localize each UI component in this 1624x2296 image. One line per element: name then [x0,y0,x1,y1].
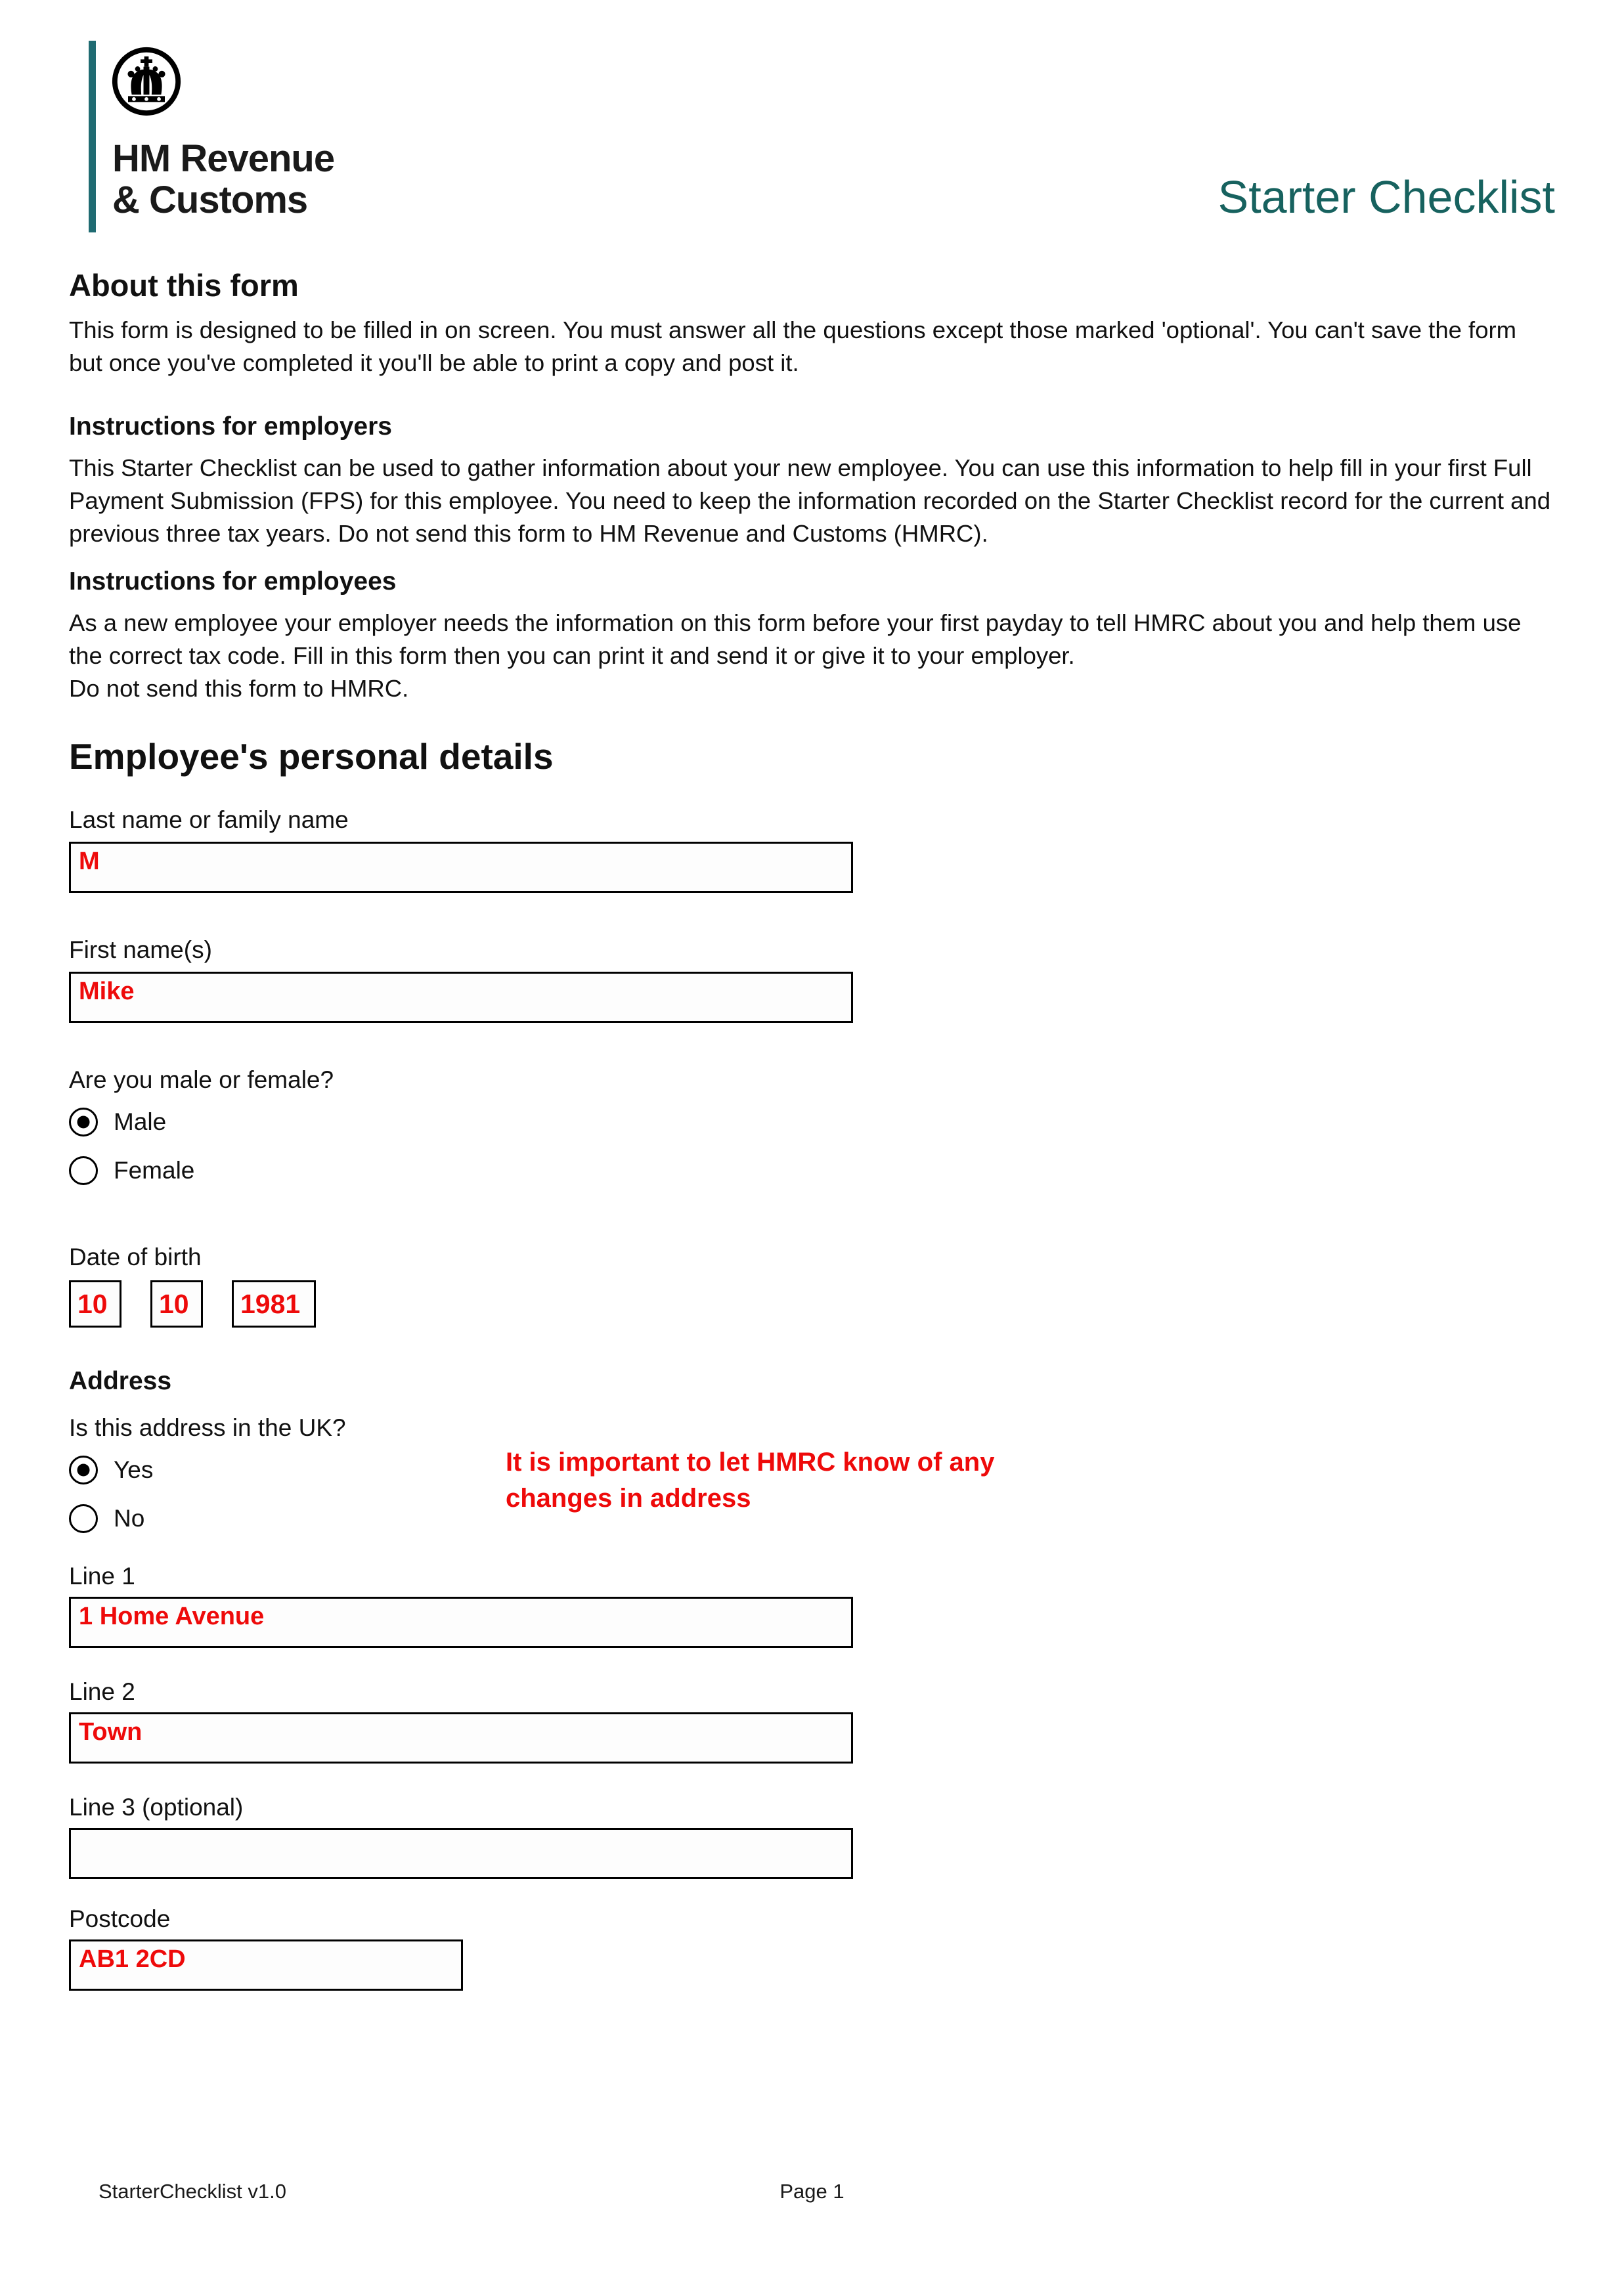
address-line3-label: Line 3 (optional) [69,1794,244,1821]
dob-inputs [69,1280,1555,1328]
male-radio-label: Male [114,1108,167,1135]
female-radio[interactable] [69,1156,98,1185]
personal-details-heading: Employee's personal details [69,736,554,777]
first-name-input[interactable] [69,972,853,1023]
address-change-note: It is important to let HMRC know of any changes in address [506,1448,995,1513]
dob-day-input[interactable]: 10 [69,1280,121,1328]
gender-option-male[interactable] [69,1107,1555,1137]
address-line1-input[interactable] [69,1597,853,1648]
address-heading: Address [69,1367,172,1395]
uk-question: Is this address in the UK? [69,1414,346,1441]
logo-line1: HM Revenue [112,137,335,180]
about-body: This form is designed to be filled in on screen. You must answer all the questions except those marked 'optional'. You can't save the form but once you've completed it you'll be able to print a copy and post it. [69,316,1517,376]
employees-body-line1: As a new employee your employer needs the information on this form before your first payday to tell HMRC about you and help them use the correct tax code. Fill in this form then you can print it and send it or give it to your employer. [69,609,1522,669]
about-heading: About this form [69,268,299,303]
employers-body: This Starter Checklist can be used to gather information about your new employee. You can use this information to help fill in your first Full Payment Submission (FPS) for this employee. You need to keep the information recorded on the Starter Checklist record for the current and previous three tax years. Do not send this form to HM Revenue and Customs (HMRC). [69,454,1551,547]
form-version: StarterChecklist v1.0 [99,2180,286,2203]
hmrc-logo-text [112,138,334,221]
address-line2-input[interactable] [69,1712,853,1764]
postcode-input[interactable] [69,1939,463,1991]
female-radio-label: Female [114,1157,195,1184]
uk-yes-radio-label: Yes [114,1456,154,1483]
uk-no-radio[interactable] [69,1504,98,1533]
male-radio[interactable] [69,1108,98,1137]
postcode-label: Postcode [69,1905,171,1932]
dob-label: Date of birth [69,1244,202,1270]
uk-no-radio-label: No [114,1505,145,1532]
uk-yes-radio[interactable] [69,1456,98,1484]
employees-body-line2: Do not send this form to HMRC. [69,675,409,702]
gender-option-female[interactable] [69,1156,1555,1186]
employers-heading: Instructions for employers [69,412,392,441]
address-line1-label: Line 1 [69,1563,135,1590]
uk-address-block [69,1414,1555,1534]
last-name-input[interactable] [69,842,853,893]
last-name-label: Last name or family name [69,806,349,833]
address-line3-input[interactable] [69,1828,853,1879]
first-name-label: First name(s) [69,936,212,963]
dob-year-input[interactable]: 1981 [232,1280,316,1328]
address-line2-label: Line 2 [69,1678,135,1705]
document-title: Starter Checklist [1218,171,1555,223]
dob-month-input[interactable]: 10 [150,1280,203,1328]
page-number: Page 1 [779,2180,845,2203]
header [69,41,1555,238]
brand-accent-bar [89,41,96,232]
employees-heading: Instructions for employees [69,567,397,596]
logo-line2: & Customs [112,179,308,221]
employees-body [69,607,1555,705]
crown-icon [110,45,183,118]
gender-question: Are you male or female? [69,1066,334,1093]
